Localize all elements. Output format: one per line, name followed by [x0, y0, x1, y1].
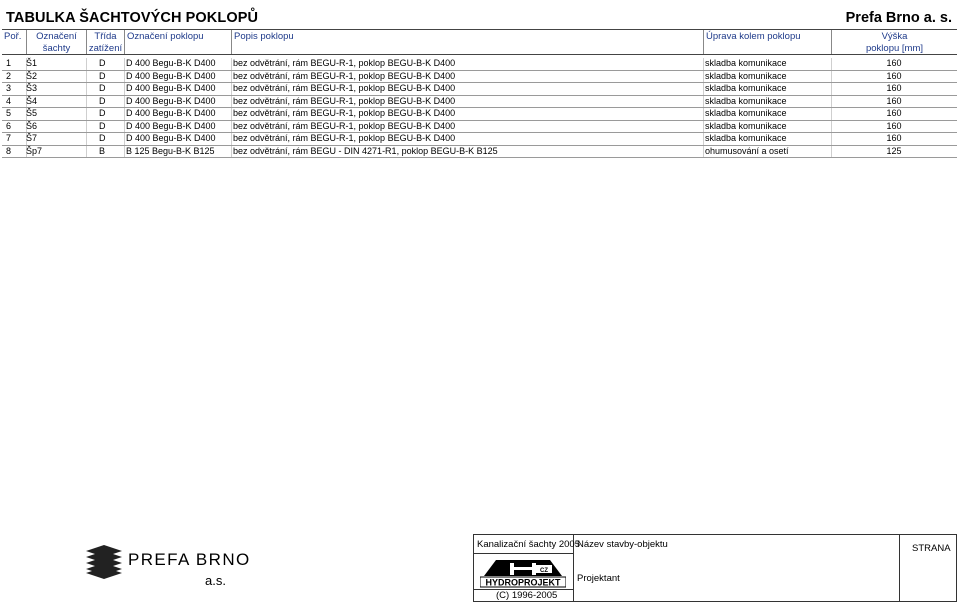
row-surface: skladba komunikace: [705, 95, 787, 106]
row-cover-description: bez odvětrání, rám BEGU-R-1, poklop BEGU-B-K D400: [233, 133, 456, 143]
row-order: 1: [6, 58, 12, 68]
row-order: 5: [6, 108, 12, 118]
table-row: [2, 58, 957, 71]
table-row: [2, 133, 957, 146]
row-order: 3: [6, 83, 12, 93]
table-row: [2, 121, 957, 134]
row-cover-description: bez odvětrání, rám BEGU - DIN 4271-R1, poklop BEGU-B-K B125: [233, 145, 498, 156]
row-order: 2: [6, 70, 12, 81]
row-surface: skladba komunikace: [705, 133, 787, 143]
project-name-label: Název stavby-objektu: [577, 539, 668, 550]
row-cover-code: D 400 Begu-B-K D400: [126, 108, 216, 118]
row-load-class: B: [99, 145, 106, 156]
row-cover-description: bez odvětrání, rám BEGU-R-1, poklop BEGU-B-K D400: [233, 120, 456, 131]
table-body: [2, 58, 957, 158]
row-load-class: D: [99, 120, 106, 131]
table-row: [2, 96, 957, 109]
designer-label: Projektant: [577, 573, 620, 584]
row-cover-code: D 400 Begu-B-K D400: [126, 95, 216, 106]
row-order: 6: [6, 120, 12, 131]
row-manhole: Š5: [26, 108, 38, 118]
copyright: (C) 1996-2005: [496, 590, 558, 601]
row-cover-code: D 400 Begu-B-K D400: [126, 83, 216, 93]
table-row: [2, 71, 957, 84]
row-manhole: Š3: [26, 83, 38, 93]
row-order: 4: [6, 95, 12, 106]
row-cover-code: B 125 Begu-B-K B125: [126, 145, 215, 156]
column-header-manhole: Označení šachty: [26, 30, 86, 54]
column-header-cover-code: Označení poklopu: [124, 30, 231, 54]
hydroprojekt-logo-icon: [480, 556, 566, 588]
page-title: TABULKA ŠACHTOVÝCH POKLOPŮ: [6, 10, 259, 26]
row-load-class: D: [99, 70, 106, 81]
row-order: 7: [6, 133, 12, 143]
table-row: [2, 83, 957, 96]
logo-as: a.s.: [205, 573, 226, 588]
column-header-load-class: Třída zatížení: [86, 30, 124, 54]
row-cover-description: bez odvětrání, rám BEGU-R-1, poklop BEGU-B-K D400: [233, 83, 456, 93]
column-header-cover-description: Popis poklopu: [231, 30, 703, 54]
row-manhole: Š4: [26, 95, 38, 106]
row-height: 160: [886, 95, 902, 106]
row-load-class: D: [99, 58, 106, 68]
row-surface: skladba komunikace: [705, 120, 787, 131]
table-header: [2, 29, 957, 55]
row-load-class: D: [99, 133, 106, 143]
company-name: Prefa Brno a. s.: [845, 10, 952, 26]
row-manhole: Šp7: [26, 145, 43, 156]
row-load-class: D: [99, 108, 106, 118]
row-surface: skladba komunikace: [705, 83, 787, 93]
hydro-logo-sub: CZ: [540, 568, 548, 574]
row-cover-code: D 400 Begu-B-K D400: [126, 120, 216, 131]
software-name: Kanalizační šachty 2005: [477, 539, 580, 550]
row-surface: skladba komunikace: [705, 58, 787, 68]
column-header-surface: Úprava kolem poklopu: [703, 30, 831, 54]
row-height: 160: [886, 58, 902, 68]
table-row: [2, 146, 957, 159]
row-load-class: D: [99, 95, 106, 106]
row-height: 125: [886, 145, 902, 156]
row-cover-description: bez odvětrání, rám BEGU-R-1, poklop BEGU-B-K D400: [233, 108, 456, 118]
row-cover-code: D 400 Begu-B-K D400: [126, 70, 216, 81]
row-height: 160: [886, 120, 902, 131]
column-header-height: Výška poklopu [mm]: [831, 30, 957, 54]
row-height: 160: [886, 108, 902, 118]
row-cover-code: D 400 Begu-B-K D400: [126, 133, 216, 143]
title-block: [473, 534, 957, 602]
row-surface: skladba komunikace: [705, 70, 787, 81]
prefa-logo-icon: [84, 543, 124, 581]
row-manhole: Š1: [26, 58, 38, 68]
table-row: [2, 108, 957, 121]
row-height: 160: [886, 133, 902, 143]
row-surface: skladba komunikace: [705, 108, 787, 118]
row-cover-code: D 400 Begu-B-K D400: [126, 58, 216, 68]
row-manhole: Š2: [26, 70, 38, 81]
hydro-logo-text: HYDROPROJEKT: [485, 577, 561, 588]
row-height: 160: [886, 70, 902, 81]
logo-text: PREFA BRNO: [128, 550, 251, 569]
page-label: STRANA: [912, 543, 951, 554]
row-manhole: Š7: [26, 133, 38, 143]
row-cover-description: bez odvětrání, rám BEGU-R-1, poklop BEGU-B-K D400: [233, 58, 456, 68]
row-cover-description: bez odvětrání, rám BEGU-R-1, poklop BEGU-B-K D400: [233, 70, 456, 81]
column-header-order: Poř.: [4, 31, 22, 42]
row-manhole: Š6: [26, 120, 38, 131]
row-height: 160: [886, 83, 902, 93]
row-order: 8: [6, 145, 12, 156]
row-surface: ohumusování a osetí: [705, 145, 789, 156]
row-load-class: D: [99, 83, 106, 93]
row-cover-description: bez odvětrání, rám BEGU-R-1, poklop BEGU-B-K D400: [233, 95, 456, 106]
